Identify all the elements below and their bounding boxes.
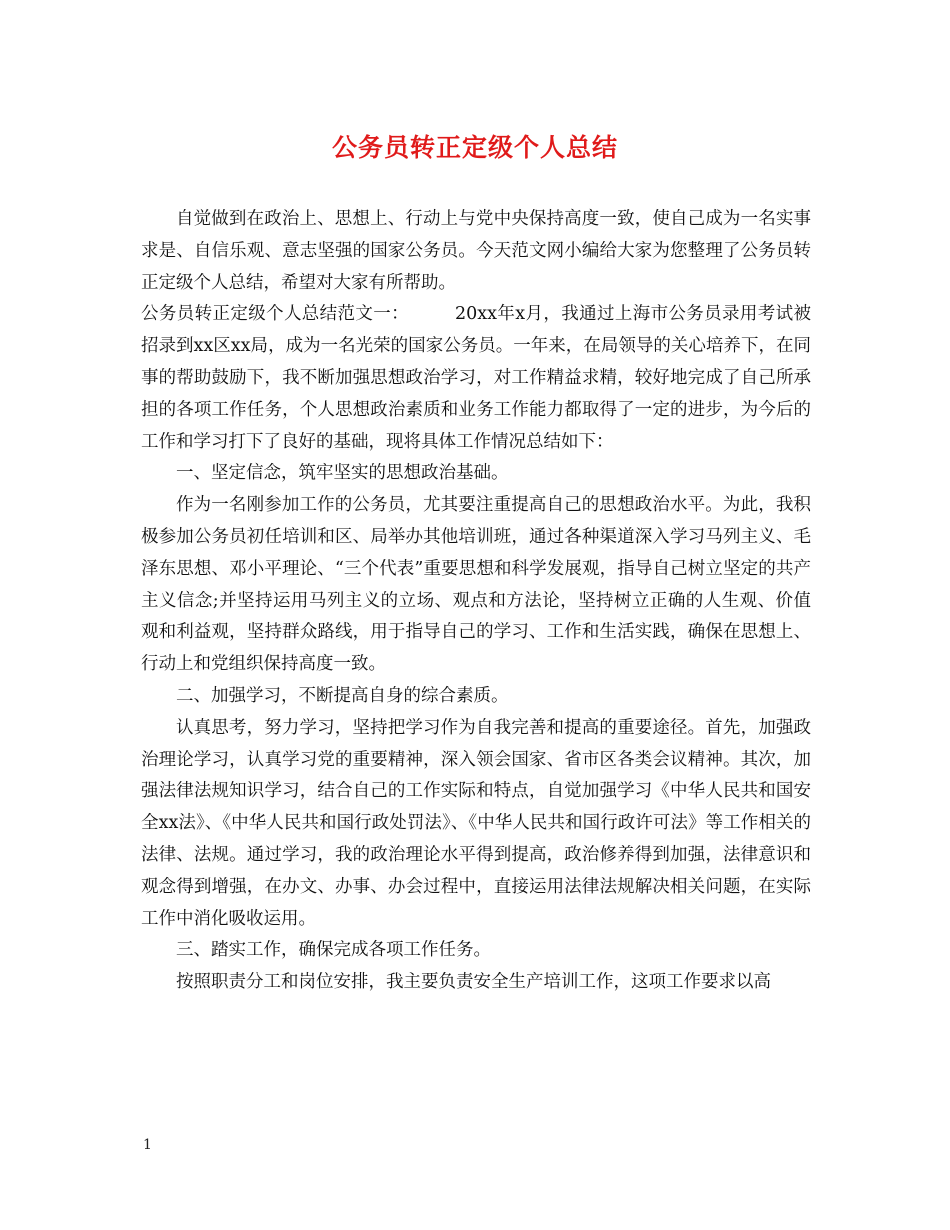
page-number: 1 [143, 1137, 152, 1153]
section3-paragraph: 按照职责分工和岗位安排，我主要负责安全生产培训工作，这项工作要求以高 [176, 972, 771, 993]
section1-paragraph: 作为一名刚参加工作的公务员，尤其要注重提高自己的思想政治水平。为此，我积极参加公务员初任培训和区、局举办其他培训班，通过各种渠道深入学习马列主义、毛泽东思想、邓小平理论、“三个代表”重要思想和科学发展观，指导自己树立坚定的共产主义信念;并坚持运用马列主义的立场、观点和方法论，坚持树立正确的人生观、价值观和利益观，坚持群众路线，用于指导自己的学习、工作和生活实践，确保在思想上、行动上和党组织保持高度一致。 [141, 495, 811, 675]
section2-heading: 二、加强学习，不断提高自身的综合素质。 [176, 685, 509, 706]
section1-heading: 一、坚定信念，筑牢坚实的思想政治基础。 [176, 463, 509, 484]
intro-paragraph: 自觉做到在政治上、思想上、行动上与党中央保持高度一致，使自己成为一名实事求是、自信乐观、意志坚强的国家公务员。今天范文网小编给大家为您整理了公务员转正定级个人总结，希望对大家有所帮助。 [141, 209, 811, 293]
sample-paragraph [141, 299, 811, 458]
document-body [141, 204, 811, 999]
document-title: 公务员转正定级个人总结 [331, 133, 618, 162]
sample-label: 公务员转正定级个人总结范文一： [141, 304, 410, 325]
sample-text: 20xx年x月，我通过上海市公务员录用考试被招录到xx区xx局，成为一名光荣的国家公务员。一年来，在局领导的关心培养下，在同事的帮助鼓励下，我不断加强思想政治学习，对工作精益求精，较好地完成了自己所承担的各项工作任务，个人思想政治素质和业务工作能力都取得了一定的进步，为今后的工作和学习打下了良好的基础，现将具体工作情况总结如下： [141, 304, 812, 452]
section2-paragraph: 认真思考，努力学习，坚持把学习作为自我完善和提高的重要途径。首先，加强政治理论学习，认真学习党的重要精神，深入领会国家、省市区各类会议精神。其次，加强法律法规知识学习，结合自己的工作实际和特点，自觉加强学习《中华人民共和国安全xx法》、《中华人民共和国行政处罚法》、《中华人民共和国行政许可法》等工作相关的法律、法规。通过学习，我的政治理论水平得到提高，政治修养得到加强，法律意识和观念得到增强，在办文、办事、办会过程中，直接运用法律法规解决相关问题，在实际工作中消化吸收运用。 [141, 717, 811, 929]
section3-heading: 三、踏实工作，确保完成各项工作任务。 [176, 940, 491, 961]
